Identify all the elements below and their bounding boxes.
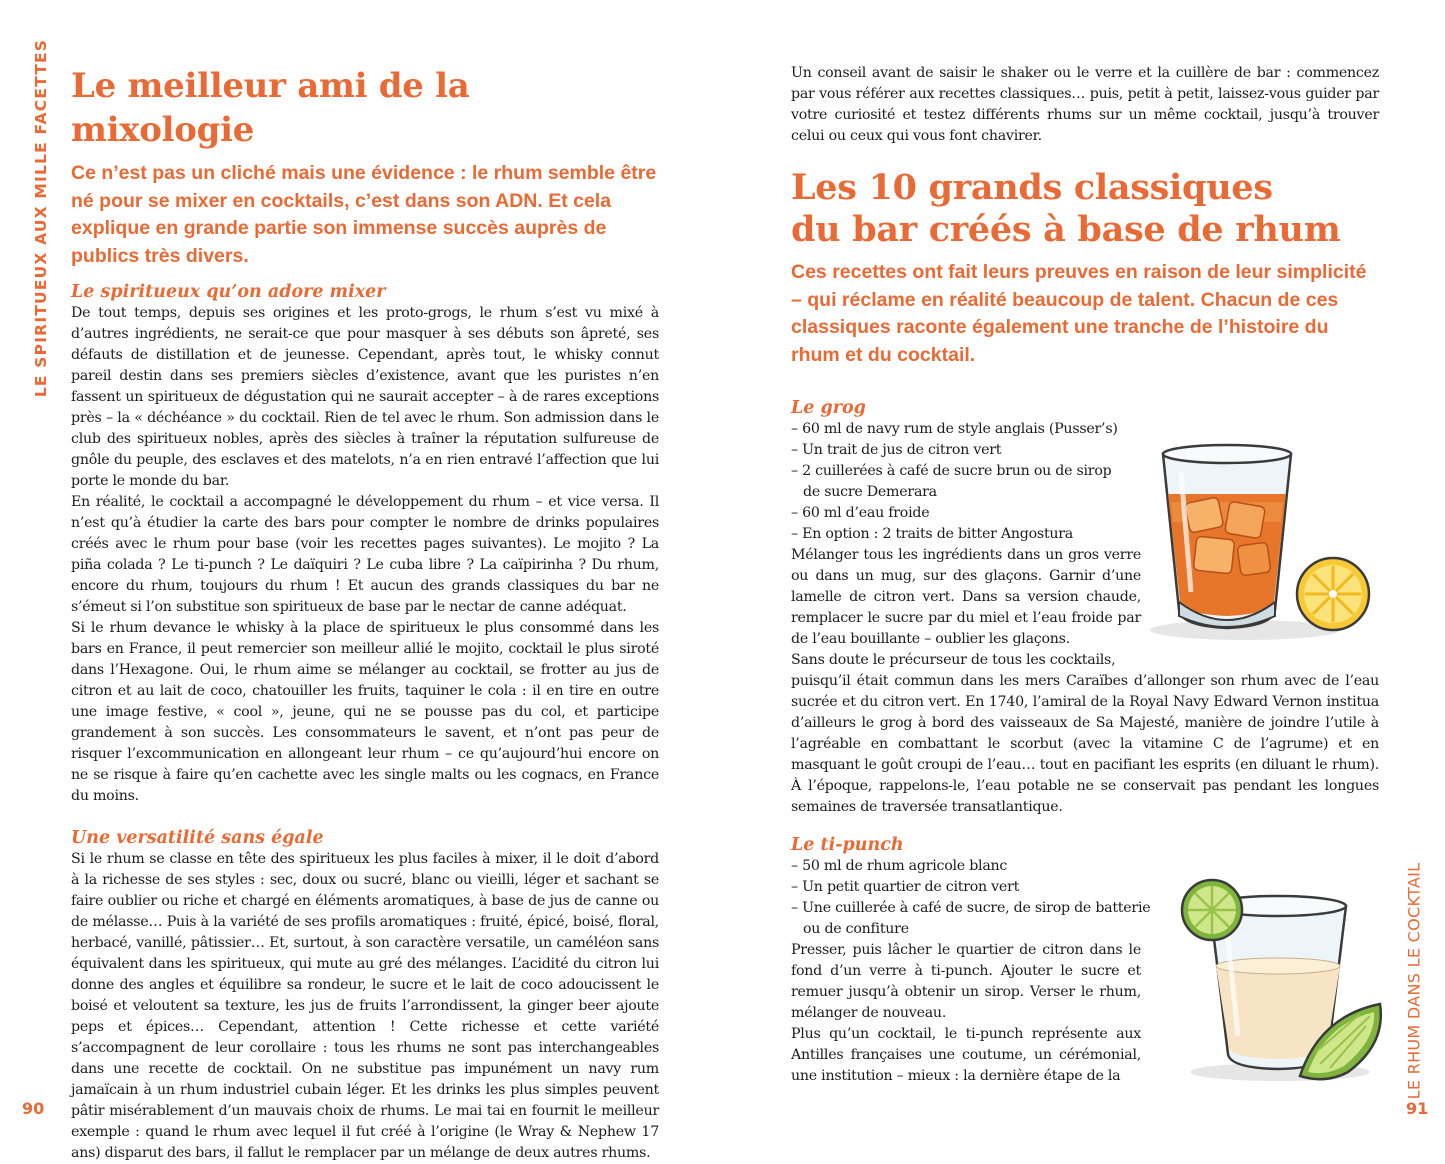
ingredient-item: – 60 ml d’eau froide [791,505,930,521]
ingredient-item: – Une cuillerée à café de sucre, de sirop de batterie [791,900,1151,916]
page-number-right: 91 [1406,1099,1429,1118]
recipe-history: Plus qu’un cocktail, le ti-punch représente aux Antilles françaises une coutume, un cérémonial, une institution – mieux : la dernière étape de la [791,1026,1141,1084]
body-paragraph: Si le rhum devance le whisky à la place de spiritueux le plus consommé dans les bars en France, il peut remercier son meilleur allié le mojito, cocktail le plus siroté dans l’Hexagone. Oui, le rhum aime se mélanger au cocktail, se frotter au jus de citron et au lait de coco, chatouiller les fruits, taquiner le cola : il en tire en outre une image festive, « cool », jeune, qui ne se pousse pas du col, et participe grandement à son succès. Les consommateurs le savent, et n’ont pas peur de risquer l’excommunication en allongeant leur rhum – ce qu’aujourd’hui encore on ne se risque à faire qu’en cachette avec les single malts ou les cognacs, en France du moins. [71,620,659,804]
recipe-history-lead: Sans doute le précurseur de tous les cocktails, [791,652,1116,668]
running-title-left: LE SPIRITUEUX AUX MILLE FACETTES [32,38,50,398]
ingredient-item: – 50 ml de rhum agricole blanc [791,858,1008,874]
intro-paragraph: Un conseil avant de saisir le shaker ou le verre et la cuillère de bar : commencez par vous référer aux recettes classiques… puis, petit à petit, laissez-vous guider par votre curiosité et testez différents rhums sur un même cocktail, jusqu’à trouver celui ou ceux qui vous font chavirer. [791,65,1379,144]
ingredient-item: – 60 ml de navy rum de style anglais (Pusser’s) [791,421,1118,437]
body-paragraph: En réalité, le cocktail a accompagné le développement du rhum – et vice versa. Il n’est qu’à étudier la carte des bars pour compter le nombre de drinks populaires créés avec le rhum pour base (voir les recettes pages suivantes). Le mojito ? La piña colada ? Le ti-punch ? Le daïquiri ? Le cuba libre ? La caïpirinha ? Du rhum, encore du rhum, toujours du rhum ! Et aucun des grands classiques du bar ne s’émeut si l’on substitue son spiritueux de base par le nectar de canne adéquat. [71,494,659,615]
left-page-column [71,64,659,1164]
section-title-line-1: Les 10 grands classiques [791,167,1273,208]
section-heading-mixer: Le spiritueux qu’on adore mixer [71,282,386,302]
recipe-method: Mélanger tous les ingrédients dans un gros verre ou dans un mug, sur des glaçons. Garnir d’une lamelle de citron vert. Dans sa version chaude, remplacer le sucre par du miel et l’eau froide par de l’eau bouillante – oublier les glaçons. [791,547,1141,647]
ingredient-item: – Un petit quartier de citron vert [791,879,1020,895]
recipe-method: Presser, puis lâcher le quartier de citron dans le fond d’un verre à ti-punch. Ajouter le sucre et remuer jusqu’à obtenir un sirop. Verser le rhum, mélanger de nouveau. [791,942,1141,1021]
recipe-heading-ti-punch: Le ti-punch [791,835,904,855]
ingredient-item: – Un trait de jus de citron vert [791,442,1002,458]
ingredient-item: ou de confiture [803,921,909,937]
running-title-right: LE RHUM DANS LE COCKTAIL [1404,862,1424,1100]
page-title: Le meilleur ami de la mixologie [71,66,470,150]
recipe-history: puisqu’il était commun dans les mers Caraïbes d’allonger son rhum avec de l’eau sucrée et du citron vert. En 1740, l’amiral de la Royal Navy Edward Vernon institua d’ailleurs le grog à bord des vaisseaux de Sa Majesté, manière de joindre l’utile à l’agréable en combattant le scorbut (avec la vitamine C de l’agrume) et en masquant le goût croupi de l’eau… tout en pacifiant les esprits (en diluant le rhum). À l’époque, rappelons-le, l’eau potable ne se conservait pas pendant les longues semaines de traversée transatlantique. [791,673,1379,815]
grog-glass-illustration [1135,442,1375,652]
lead-paragraph: Ce n’est pas un cliché mais une évidence : le rhum semble être né pour se mixer en cocktails, c’est dans son ADN. Et cela explique en grande partie son immense succès auprès de publics très divers. [71,162,657,267]
body-paragraph: Si le rhum se classe en tête des spiritueux les plus faciles à mixer, il le doit d’abord à la richesse de ses styles : sec, doux ou sucré, blanc ou vieilli, léger et sachant se faire oublier ou riche et chargé en éléments aromatiques, à base de jus de canne ou de mélasse… Puis à la variété de ses profils aromatiques : fruité, épicé, boisé, floral, herbacé, vanillé, pâtissier… Et, surtout, à son caractère versatile, un caméléon sans équivalent dans les spiritueux, qui mute au gré des mélanges. L’acidité du citron lui donne des angles et équilibre sa rondeur, le sucre et le lait de coco adoucissent le boisé et veloutent sa texture, les jus de fruits l’arrondissent, la ginger beer ajoute peps et épices… Cependant, attention ! Cette richesse et cette variété s’accompagnent de leur corollaire : tous les rhums ne sont pas interchangeables dans une recette de cocktail. On ne substitue pas impunément un navy rum jamaïcain à un rhum industriel cubain léger. Et les drinks les plus simples peuvent pâtir misérablement d’un mauvais choix de rhums. Le mai tai en fournit le meilleur exemple : quand le rhum avec lequel il fut créé à l’origine (le Wray & Nephew 17 ans) disparut des bars, il fallut le remplacer par un mélange de deux autres rhums. [71,851,659,1161]
ingredient-item: – En option : 2 traits de bitter Angostura [791,526,1074,542]
recipe-heading-grog: Le grog [791,398,866,418]
ingredient-item: – 2 cuillerées à café de sucre brun ou de sirop [791,463,1112,479]
section-title-line-2: du bar créés à base de rhum [791,209,1341,250]
ingredient-item: de sucre Demerara [803,484,937,500]
ti-punch-glass-illustration [1170,876,1395,1091]
section-heading-versatilite: Une versatilité sans égale [71,828,324,848]
lead-paragraph-classiques: Ces recettes ont fait leurs preuves en raison de leur simplicité – qui réclame en réalité beaucoup de talent. Chacun de ces classiques raconte également une tranche de l’histoire du rhum et du cocktail. [791,261,1367,366]
page-number-left: 90 [22,1099,45,1118]
body-paragraph: De tout temps, depuis ses origines et les proto-grogs, le rhum s’est vu mixé à d’autres ingrédients, ne serait-ce que pour masquer à ses débuts son âpreté, ses défauts de distillation et de jeunesse. Cependant, après tout, le whisky connut pareil destin dans ses premiers siècles d’existence, avant que les puristes n’en fassent un spiritueux de dégustation qui ne saurait accepter – à de rares exceptions près – la « déchéance » du cocktail. Rien de tel avec le rhum. Son admission dans le club des spiritueux nobles, après des siècles à traîner la réputation sulfureuse de gnôle du peuple, des esclaves et des matelots, n’a en rien entravé l’affection que lui porte le monde du bar. [71,305,659,489]
